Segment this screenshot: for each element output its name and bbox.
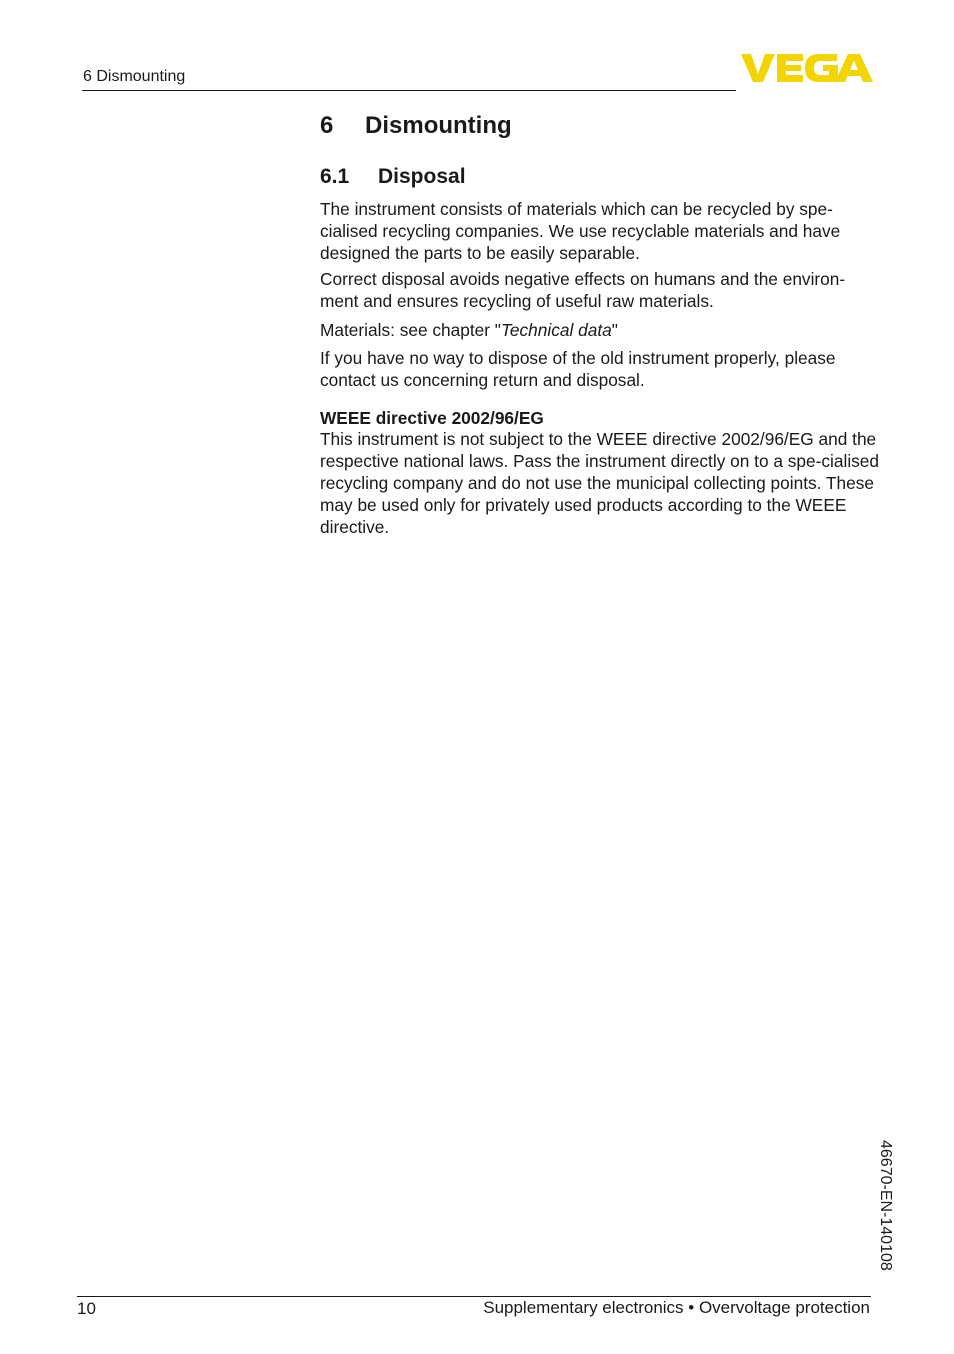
section-number: 6.1 [320, 165, 350, 188]
chapter-number: 6 [320, 112, 334, 139]
page-number: 10 [77, 1299, 96, 1318]
paragraph-recycling: The instrument consists of materials which can be recycled by spe-cialised recycling companies. We use recyclable materials and have designed the parts to be easily separable. [320, 199, 841, 263]
technical-data-reference: Technical data [500, 320, 612, 340]
paragraph-correct-disposal: Correct disposal avoids negative effects on humans and the environ-ment and ensures recycling of useful raw materials. [320, 269, 846, 311]
weee-heading: WEEE directive 2002/96/EG [320, 408, 544, 428]
vega-logo [741, 52, 873, 84]
section-heading [320, 164, 466, 190]
paragraph-return: If you have no way to dispose of the old instrument properly, please contact us concerning return and disposal. [320, 348, 836, 390]
paragraph-materials [320, 319, 880, 341]
footer-document-title: Supplementary electronics • Overvoltage protection [483, 1298, 870, 1317]
weee-paragraph: This instrument is not subject to the WEEE directive 2002/96/EG and the respective national laws. Pass the instrument directly on to a spe-cialised recycling company and do not use the municipal collecting points. These may be used only for privately used products according to the WEEE directive. [320, 429, 880, 537]
running-header: 6 Dismounting [83, 68, 186, 85]
document-code: 46670-EN-140108 [877, 1140, 894, 1271]
materials-suffix: " [611, 320, 618, 340]
chapter-title: Dismounting [365, 112, 512, 139]
section-title: Disposal [378, 165, 466, 188]
header-divider [82, 90, 736, 91]
chapter-heading [320, 111, 512, 141]
materials-prefix: Materials: see chapter " [320, 320, 501, 340]
